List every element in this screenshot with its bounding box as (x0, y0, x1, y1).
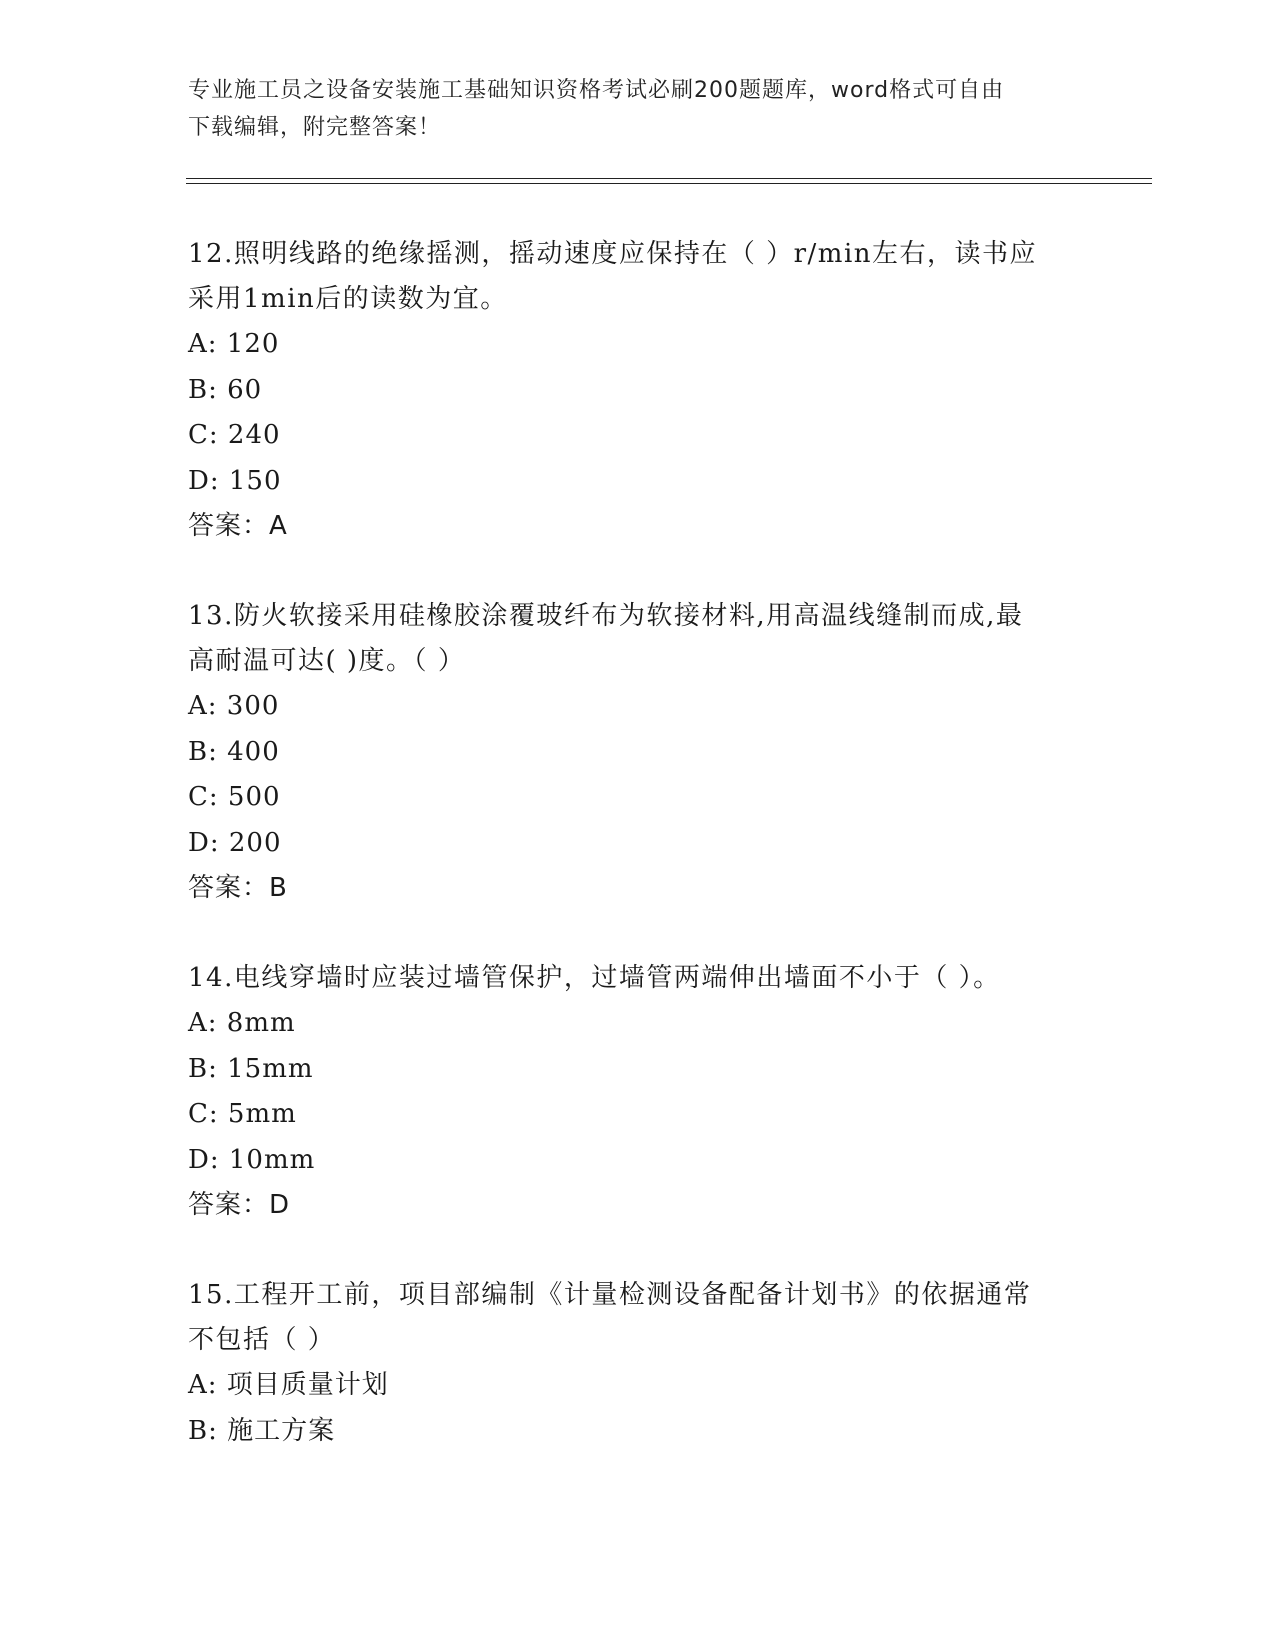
question-15 (188, 1273, 1088, 1454)
document-header (188, 72, 1088, 146)
question-stem-line: 高耐温可达( )度。（ ） (188, 646, 466, 676)
option-a: A: 120 (188, 329, 280, 359)
answer: 答案：B (188, 873, 288, 903)
question-stem-line: 12.照明线路的绝缘摇测，摇动速度应保持在（ ）r/min左右，读书应 (188, 239, 1038, 269)
option-a: A: 项目质量计划 (188, 1370, 389, 1400)
header-divider-bottom (186, 183, 1152, 184)
option-c: C: 5mm (188, 1099, 297, 1129)
question-14 (188, 956, 1088, 1228)
answer: 答案：A (188, 511, 288, 541)
question-13 (188, 594, 1088, 911)
question-stem-line: 15.工程开工前，项目部编制《计量检测设备配备计划书》的依据通常 (188, 1280, 1032, 1310)
option-b: B: 施工方案 (188, 1415, 336, 1446)
header-divider-top (186, 178, 1152, 179)
option-c: C: 500 (188, 782, 281, 812)
option-d: D: 10mm (188, 1144, 316, 1175)
option-b: B: 400 (188, 736, 280, 767)
option-c: C: 240 (188, 420, 281, 450)
option-d: D: 200 (188, 827, 282, 858)
question-stem-line: 14.电线穿墙时应装过墙管保护，过墙管两端伸出墙面不小于（ ）。 (188, 963, 1001, 993)
option-b: B: 60 (188, 374, 263, 405)
question-12 (188, 232, 1088, 549)
header-line-2: 下载编辑，附完整答案！ (188, 115, 442, 140)
option-a: A: 8mm (188, 1008, 296, 1038)
option-b: B: 15mm (188, 1053, 314, 1084)
option-d: D: 150 (188, 465, 282, 496)
answer: 答案：D (188, 1190, 291, 1220)
header-line-1: 专业施工员之设备安装施工基础知识资格考试必刷200题题库，word格式可自由 (188, 78, 1005, 103)
question-stem-line: 不包括（ ） (188, 1325, 336, 1355)
option-a: A: 300 (188, 691, 280, 721)
question-stem-line: 13.防火软接采用硅橡胶涂覆玻纤布为软接材料,用高温线缝制而成,最 (188, 601, 1024, 631)
question-stem-line: 采用1min后的读数为宜。 (188, 284, 508, 314)
